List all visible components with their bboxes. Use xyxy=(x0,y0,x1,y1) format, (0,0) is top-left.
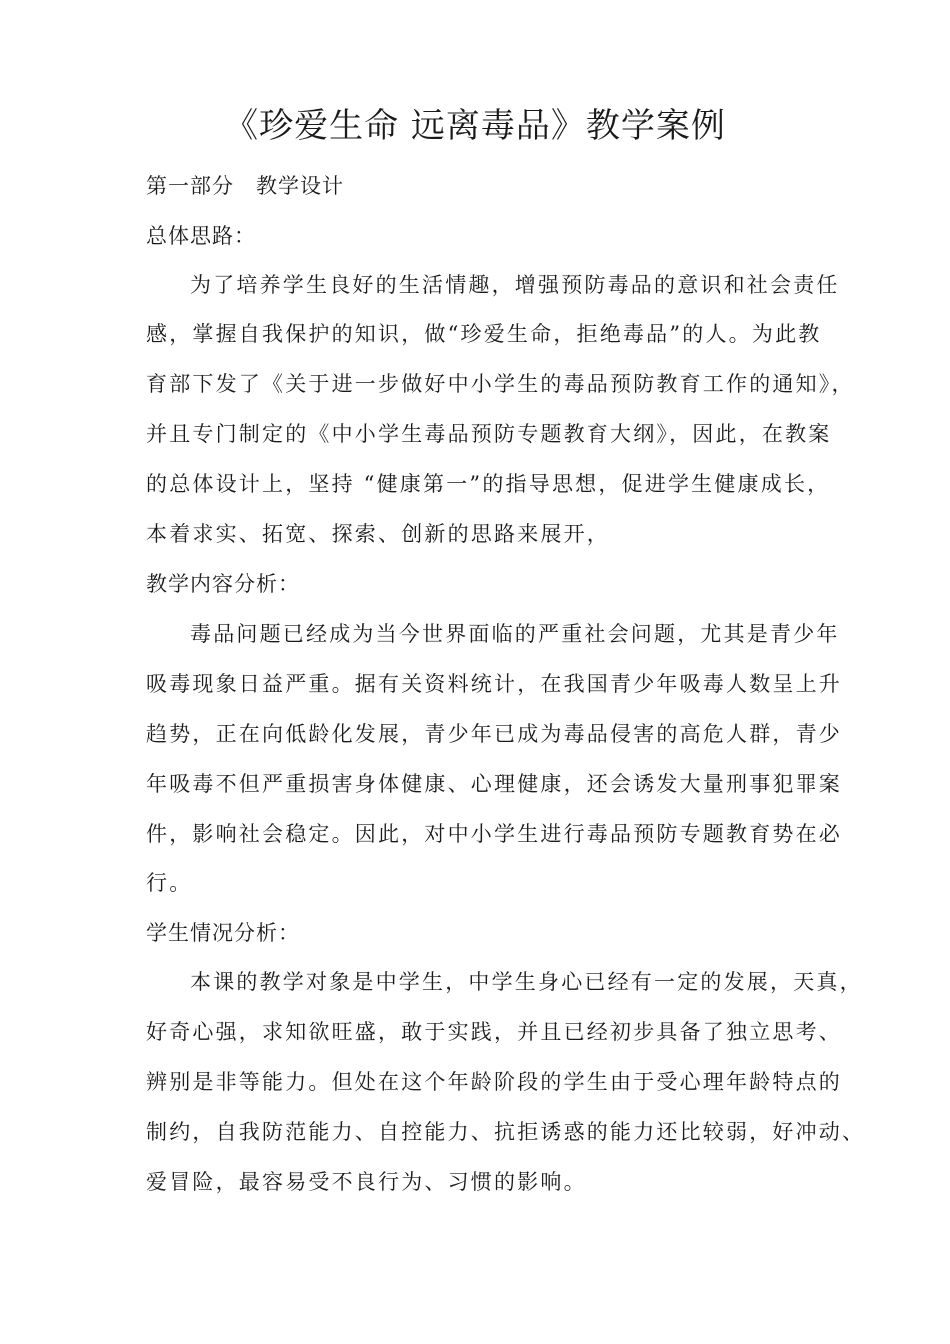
paragraph-line: 为了培养学生良好的生活情趣，增强预防毒品的意识和社会责任 xyxy=(190,273,840,297)
paragraph-line: 本课的教学对象是中学生，中学生身心已经有一定的发展，天真， xyxy=(190,970,863,994)
paragraph-line: 好奇心强，求知欲旺盛，敢于实践，并且已经初步具备了独立思考、 xyxy=(146,1020,842,1044)
section-heading-overall-approach: 总体思路： xyxy=(146,224,256,248)
paragraph-line: 并且专门制定的《中小学生毒品预防专题教育大纲》，因此，在教案 xyxy=(146,422,832,446)
paragraph-line: 件，影响社会稳定。因此，对中小学生进行毒品预防专题教育势在必 xyxy=(146,822,842,846)
paragraph-line: 年吸毒不但严重损害身体健康、心理健康，还会诱发大量刑事犯罪案 xyxy=(146,772,842,796)
paragraph-line: 辨别是非等能力。但处在这个年龄阶段的学生由于受心理年龄特点的 xyxy=(146,1070,842,1094)
paragraph-line: 制约，自我防范能力、自控能力、抗拒诱惑的能力还比较弱，好冲动、 xyxy=(146,1120,866,1144)
paragraph-line: 感，掌握自我保护的知识，做“珍爱生命，拒绝毒品”的人。为此教 xyxy=(146,322,822,346)
paragraph-line: 吸毒现象日益严重。据有关资料统计，在我国青少年吸毒人数呈上升 xyxy=(146,672,842,696)
section-heading-content-analysis: 教学内容分析： xyxy=(146,572,300,596)
paragraph-line: 行。 xyxy=(146,871,193,895)
paragraph-line: 育部下发了《关于进一步做好中小学生的毒品预防教育工作的通知》， xyxy=(146,372,855,396)
paragraph-line: 趋势，正在向低龄化发展，青少年已成为毒品侵害的高危人群，青少 xyxy=(146,722,842,746)
part-heading: 第一部分 教学设计 xyxy=(146,174,344,198)
document-title: 《珍爱生命 远离毒品》教学案例 xyxy=(224,106,726,146)
paragraph-line: 本着求实、拓宽、探索、创新的思路来展开， xyxy=(146,522,610,546)
section-heading-student-analysis: 学生情况分析： xyxy=(146,921,300,945)
paragraph-line: 毒品问题已经成为当今世界面临的严重社会问题，尤其是青少年 xyxy=(190,622,840,646)
paragraph-line: 的总体设计上，坚持 “健康第一”的指导思想，促进学生健康成长， xyxy=(146,472,831,496)
paragraph-line: 爱冒险，最容易受不良行为、习惯的影响。 xyxy=(146,1170,587,1194)
